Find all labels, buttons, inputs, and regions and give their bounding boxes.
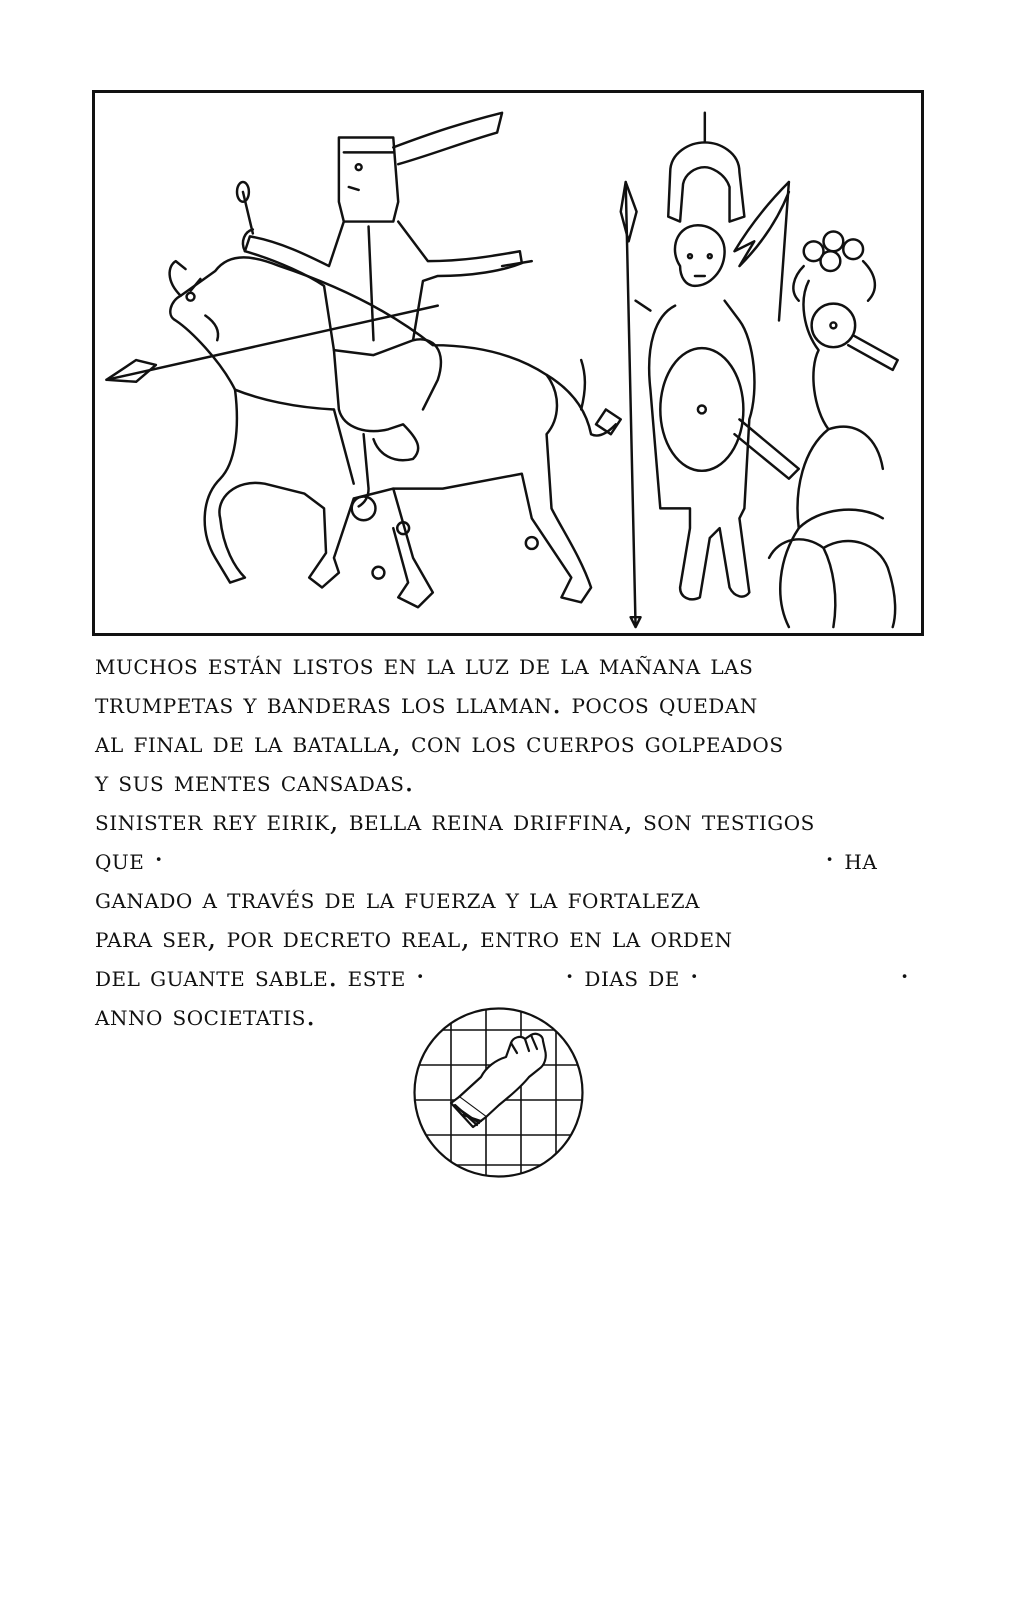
text-line-10: anno societatis. xyxy=(95,998,316,1032)
text-line-1: muchos están listos en la luz de la mañana las xyxy=(95,647,754,681)
certificate-text xyxy=(95,645,935,1035)
text-line-6-end: · ha xyxy=(825,842,878,876)
text-line-8: para ser, por decreto real, entro en la orden xyxy=(95,920,733,954)
illustration-frame xyxy=(92,90,924,636)
knight-battle-illustration xyxy=(95,93,921,633)
text-line-5: sinister rey eirik, bella reina driffina, son testigos xyxy=(95,803,815,837)
text-line-6-start: que · xyxy=(95,842,164,876)
text-line-7: ganado a través de la fuerza y la fortaleza xyxy=(95,881,700,915)
knight-lance-icon xyxy=(106,306,437,380)
text-line-2: trumpetas y banderas los llaman. pocos quedan xyxy=(95,686,758,720)
text-line-3: al final de la batalla, con los cuerpos golpeados xyxy=(95,725,784,759)
hill-and-crowd-icon xyxy=(769,231,898,627)
text-line-9 xyxy=(95,957,935,996)
gauntlet-icon xyxy=(451,1034,546,1127)
foot-soldier-icon xyxy=(621,113,799,627)
text-line-6 xyxy=(95,840,935,879)
sable-gauntlet-seal-icon xyxy=(411,1005,586,1180)
text-line-9-end: · xyxy=(900,959,910,993)
text-line-9-start: del guante sable. este · xyxy=(95,959,426,993)
text-line-9-mid: · dias de · xyxy=(565,959,700,993)
horse-icon xyxy=(170,257,621,607)
text-line-4: y sus mentes cansadas. xyxy=(95,764,415,798)
